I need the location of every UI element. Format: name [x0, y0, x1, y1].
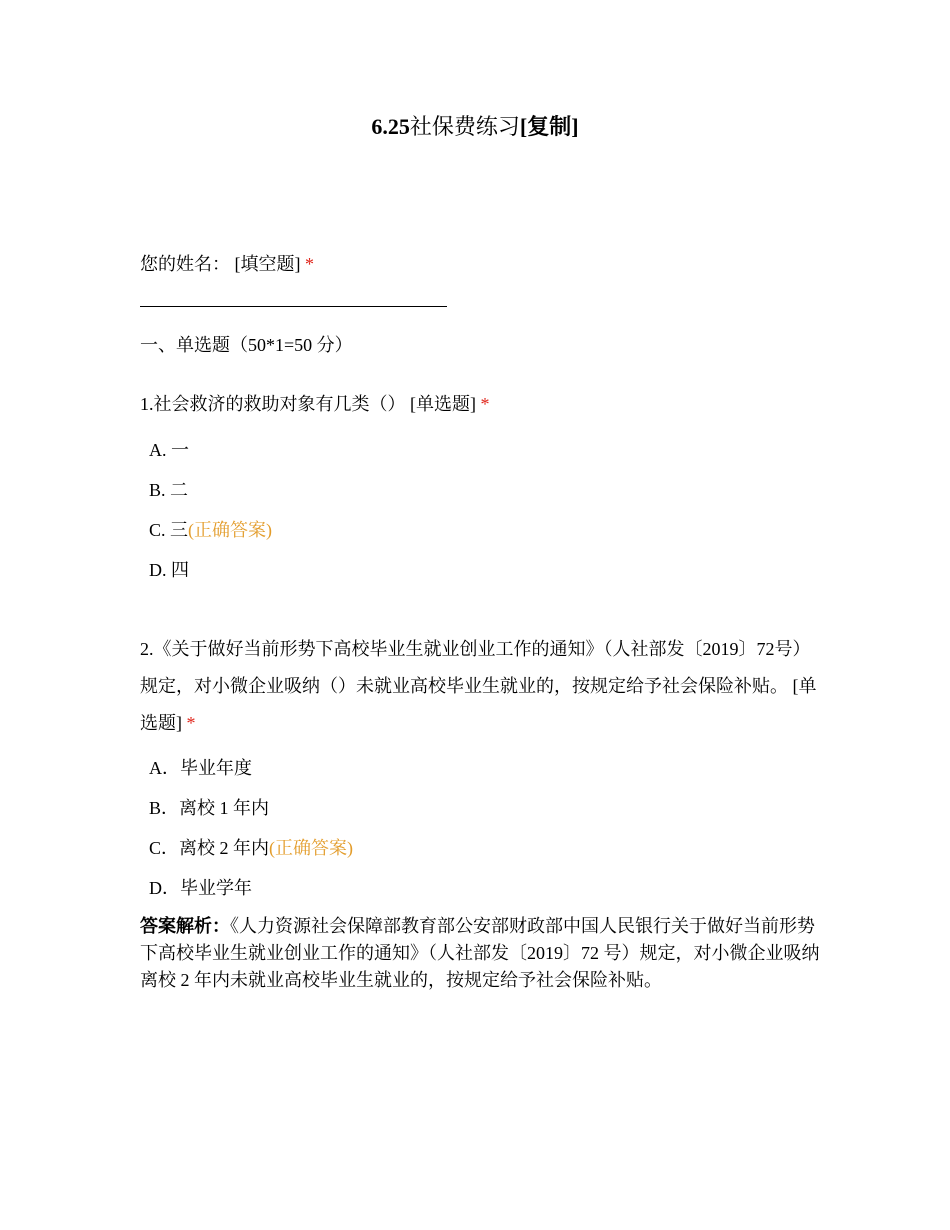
question-1	[140, 389, 820, 419]
q1-option-a[interactable]: A. 一	[149, 440, 189, 460]
correct-answer-tag: (正确答案)	[269, 838, 354, 858]
name-question	[140, 249, 820, 279]
name-question-text: 您的姓名： [填空题]	[140, 254, 301, 274]
q2-option-d[interactable]: D．毕业学年	[149, 878, 252, 898]
correct-answer-tag: (正确答案)	[188, 520, 273, 540]
required-mark: *	[480, 394, 490, 414]
answer-analysis	[140, 913, 820, 994]
analysis-text: 《人力资源社会保障部教育部公安部财政部中国人民银行关于做好当前形势下高校毕业生就业创业工作的通知》（人社部发〔2019〕72 号）规定，对小微企业吸纳离校 2 年内未就业高校毕业生就业的，按规定给予社会保险补贴。	[140, 916, 820, 990]
title-prefix: 6.25	[371, 114, 410, 139]
required-mark: *	[186, 713, 196, 733]
q2-option-c[interactable]	[149, 835, 353, 861]
title-suffix: [复制]	[519, 114, 579, 139]
section-heading: 一、单选题（50*1=50 分）	[140, 335, 353, 355]
q1-option-c-label: C. 三	[149, 520, 189, 540]
question-2-text: 2.《关于做好当前形势下高校毕业生就业创业工作的通知》（人社部发〔2019〕72号）规定，对小微企业吸纳（）未就业高校毕业生就业的，按规定给予社会保险补贴。 [单选题]	[140, 639, 817, 733]
q2-option-b[interactable]: B．离校 1 年内	[149, 798, 270, 818]
title-main: 社保费练习	[409, 114, 520, 139]
required-mark: *	[305, 254, 314, 274]
page-title	[0, 112, 950, 142]
q2-option-c-label: C．离校 2 年内	[149, 838, 270, 858]
q1-option-d[interactable]: D. 四	[149, 560, 189, 580]
analysis-label: 答案解析：	[140, 916, 230, 936]
q1-option-b[interactable]: B. 二	[149, 480, 189, 500]
q2-option-a[interactable]: A．毕业年度	[149, 758, 252, 778]
name-answer-blank[interactable]	[140, 306, 447, 307]
q1-option-c[interactable]	[149, 517, 272, 543]
question-1-text: 1.社会救济的救助对象有几类（） [单选题]	[140, 394, 476, 414]
question-2	[140, 631, 820, 742]
